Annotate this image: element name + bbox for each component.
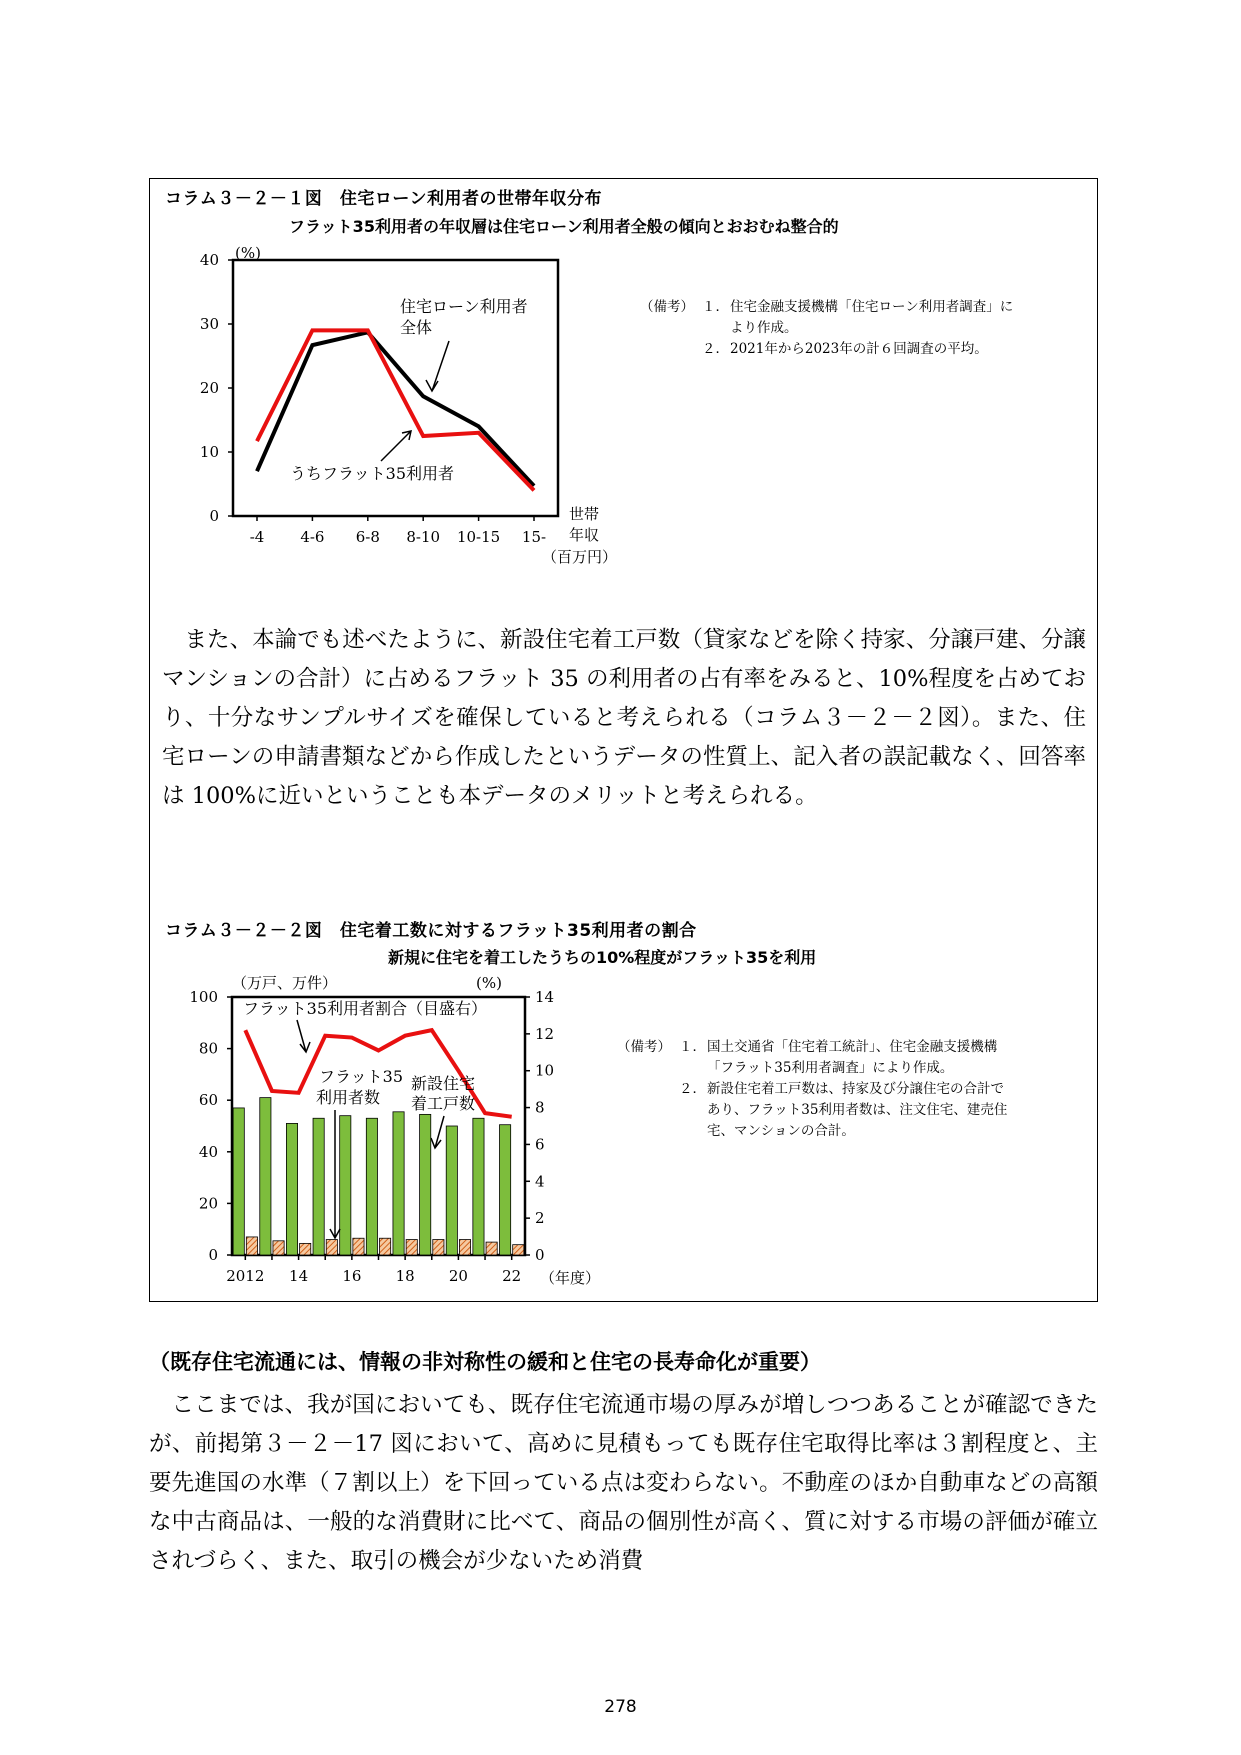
chart1-xtick-label: 6-8: [355, 528, 380, 546]
chart1-arrow-total: [426, 341, 449, 391]
figure2-title: コラム３－２－２図 住宅着工数に対するフラット35利用者の割合: [165, 921, 697, 941]
section-heading: （既存住宅流通には、情報の非対称性の緩和と住宅の長寿命化が重要）: [149, 1350, 821, 1374]
chart2-ytick-right-label: 10: [535, 1061, 555, 1080]
chart2-ytick-right-label: 6: [535, 1135, 545, 1154]
chart2-bar-starts: [286, 1123, 297, 1255]
chart2-ytick-left-label: 40: [198, 1142, 218, 1161]
note-text-cont: 宅、マンションの合計。: [707, 1123, 855, 1139]
chart2-ytick-right-label: 2: [535, 1209, 545, 1228]
chart2-xtick-label: 16: [342, 1267, 362, 1285]
chart2-bar-starts: [393, 1112, 404, 1255]
note-text: 国土交通省「住宅着工統計」、住宅金融支援機構: [707, 1039, 998, 1055]
figure1-title: コラム３－２－１図 住宅ローン利用者の世帯年収分布: [165, 189, 602, 209]
chart2-arrow-flat35: [330, 1110, 340, 1238]
chart2-bar-flat35: [406, 1240, 417, 1255]
paragraph1: また、本論でも述べたように、新設住宅着工戸数（貸家などを除く持家、分譲戸建、分譲マンションの合計）に占めるフラット 35 の利用者の占有率をみると、10%程度を占めており、十分なサンプルサイズを確保していると考えられる（コラム３－２－２図）。また、住宅ローンの申請書類などから作成したというデータの性質上、記入者の誤記載なく、回答率は 100%に近いということも本データのメリットと考えられる。: [162, 627, 1086, 809]
chart1-xtick-label: -4: [249, 528, 265, 546]
chart1-xlabel-1: 世帯: [569, 505, 600, 523]
chart2-arrow-starts: [431, 1116, 444, 1148]
note-text: 新設住宅着工戸数は、持家及び分譲住宅の合計で: [707, 1081, 1004, 1097]
chart2-annotation-ratio: フラット35利用者割合（目盛右）: [243, 999, 488, 1018]
chart2-annotation-flat35-1: フラット35: [319, 1067, 404, 1086]
chart2-bar-flat35: [246, 1237, 257, 1255]
notes-label: （備考）: [617, 1039, 671, 1055]
chart2-bar-starts: [420, 1114, 431, 1255]
chart2-annotation-starts-1: 新設住宅: [411, 1074, 476, 1093]
chart1-xtick-label: 10-15: [456, 528, 501, 546]
chart2-bar-flat35: [353, 1238, 364, 1255]
chart2-bar-starts: [473, 1118, 484, 1255]
chart2-ytick-right-label: 8: [535, 1098, 545, 1117]
chart2-xunit: （年度）: [540, 1269, 601, 1287]
chart2-bar-flat35: [380, 1238, 391, 1255]
chart2-xtick-label: 20: [448, 1267, 468, 1285]
chart1-arrow-flat35: [381, 431, 411, 461]
chart1: [149, 240, 669, 575]
chart2-annotation-flat35-2: 利用者数: [316, 1088, 381, 1107]
chart2-bar-flat35: [513, 1245, 524, 1255]
chart1-xtick-label: 4-6: [300, 528, 325, 546]
chart1-annotation-flat35: うちフラット35利用者: [290, 464, 455, 483]
chart2-xtick-label: 2012: [226, 1267, 265, 1285]
chart2-yunit-right: (%): [476, 974, 502, 992]
chart2-bar-starts: [340, 1116, 351, 1255]
page-number: 278: [604, 1697, 637, 1717]
chart1-yunit: (%): [235, 244, 261, 262]
chart1-ytick-label: 20: [199, 379, 219, 397]
note-num: １．: [702, 299, 729, 315]
chart2-ytick-right-label: 12: [535, 1024, 555, 1043]
chart1-xlabel-2: 年収: [569, 526, 600, 544]
figure2-notes: [617, 1037, 1007, 1142]
paragraph2: ここまでは、我が国においても、既存住宅流通市場の厚みが増しつつあることが確認できたが、前掲第３－２－17 図において、高めに見積もっても既存住宅取得比率は３割程度と、主要先進国の水準（７割以上）を下回っている点は変わらない。不動産のほか自動車などの高額な中古商品は、一般的な消費財に比べて、商品の個別性が高く、質に対する市場の評価が確立されづらく、また、取引の機会が少ないため消費: [149, 1392, 1098, 1574]
chart2-xtick-label: 14: [289, 1267, 309, 1285]
chart2-bar-starts: [446, 1126, 457, 1255]
note-num: ２．: [679, 1081, 706, 1097]
chart2-arrow-ratio: [297, 1020, 310, 1052]
figure2-subtitle: 新規に住宅を着工したうちの10%程度がフラット35を利用: [388, 948, 817, 967]
chart2-yunit-left: （万戸、万件）: [232, 974, 338, 992]
chart2-annotation-starts-2: 着工戸数: [411, 1094, 476, 1113]
chart2-ytick-left-label: 20: [198, 1194, 218, 1213]
chart2-bar-flat35: [459, 1240, 470, 1255]
chart2-bar-starts: [366, 1118, 377, 1255]
chart2-bar-flat35: [300, 1243, 311, 1255]
figure1-subtitle: フラット35利用者の年収層は住宅ローン利用者全般の傾向とおおむね整合的: [289, 217, 839, 236]
note-num: ２．: [702, 341, 729, 357]
chart2-bar-flat35: [326, 1240, 337, 1255]
chart1-ytick-label: 0: [209, 507, 219, 525]
chart2-ytick-left-label: 60: [198, 1091, 218, 1110]
note-text-cont: あり、フラット35利用者数は、注文住宅、建売住: [707, 1102, 1008, 1118]
figure1-notes: [640, 297, 1013, 360]
note-text: 住宅金融支援機構「住宅ローン利用者調査」に: [730, 299, 1014, 315]
chart1-xtick-label: 15-: [521, 528, 547, 546]
chart2-ytick-right-label: 0: [535, 1246, 545, 1264]
chart1-annotation-total-2: 全体: [400, 318, 433, 337]
chart2-ytick-right-label: 14: [535, 988, 555, 1006]
chart2-bar-flat35: [273, 1241, 284, 1255]
chart2-ytick-left-label: 80: [198, 1039, 218, 1058]
chart2-bar-flat35: [486, 1242, 497, 1255]
chart1-ytick-label: 30: [199, 315, 219, 333]
note-text-cont: 「フラット35利用者調査」により作成。: [707, 1060, 954, 1076]
note-text: 2021年から2023年の計６回調査の平均。: [730, 341, 988, 357]
chart1-ytick-label: 10: [199, 443, 219, 461]
chart2-bar-starts: [233, 1108, 244, 1255]
notes-label: （備考）: [640, 299, 694, 315]
chart1-ytick-label: 40: [199, 251, 219, 269]
chart1-xlabel-3: （百万円）: [542, 548, 618, 566]
chart2: [149, 968, 629, 1298]
chart2-ytick-right-label: 4: [535, 1172, 545, 1191]
chart2-xtick-label: 22: [502, 1267, 522, 1285]
note-num: １．: [679, 1039, 706, 1055]
chart2-ytick-left-label: 100: [189, 988, 218, 1006]
chart2-bar-starts: [499, 1125, 510, 1255]
chart2-ytick-left-label: 0: [208, 1246, 218, 1264]
chart2-bar-flat35: [433, 1240, 444, 1255]
chart2-bar-starts: [260, 1098, 271, 1255]
chart2-xtick-label: 18: [395, 1267, 415, 1285]
note-text-cont: より作成。: [730, 320, 798, 336]
chart1-annotation-total-1: 住宅ローン利用者: [400, 297, 528, 316]
chart2-bar-starts: [313, 1118, 324, 1255]
chart1-xtick-label: 8-10: [406, 528, 441, 546]
